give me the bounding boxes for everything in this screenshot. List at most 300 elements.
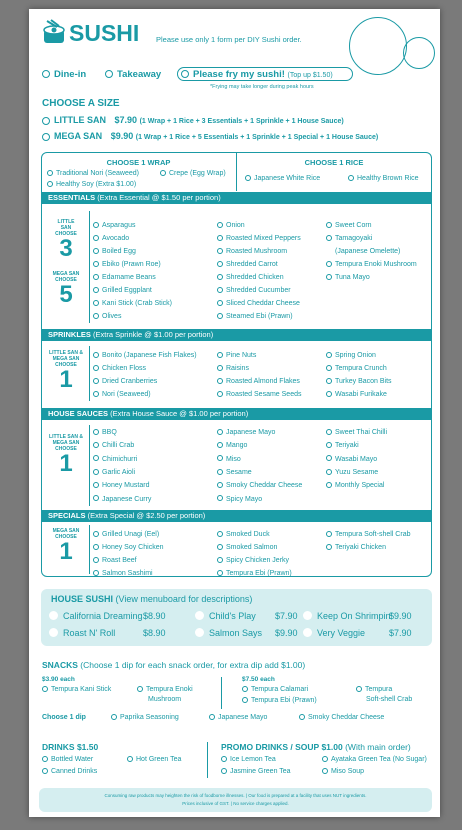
fry-label: Please fry my sushi! <box>193 69 285 80</box>
rice-option-white[interactable] <box>245 175 320 183</box>
special-label: Salmon Sashimi <box>102 570 153 577</box>
snack-calamari-checkbox[interactable] <box>242 686 248 692</box>
essential-label: Avocado <box>102 235 130 242</box>
specials-side-label: MEGA SAN CHOOSE <box>52 528 80 540</box>
sauce-item[interactable] <box>217 496 262 504</box>
special-checkbox[interactable] <box>326 531 332 537</box>
sauce-item[interactable] <box>217 442 247 450</box>
dip-paprika-checkbox[interactable] <box>111 714 117 720</box>
essential-label: Olives <box>102 313 122 320</box>
dip-paprika[interactable] <box>111 714 179 722</box>
special-item[interactable] <box>217 531 270 539</box>
special-item[interactable] <box>326 531 410 539</box>
sprinkle-checkbox[interactable] <box>93 352 99 358</box>
sauce-checkbox[interactable] <box>93 442 99 448</box>
house-sushi-name: Very Veggie <box>317 628 366 638</box>
sprinkle-checkbox[interactable] <box>217 378 223 384</box>
special-item[interactable] <box>93 570 153 578</box>
fry-price: (Top up $1.50) <box>287 72 333 79</box>
size-mega-price: $9.90 <box>110 131 134 141</box>
sprinkle-item[interactable] <box>217 352 256 360</box>
dip-mayo[interactable] <box>209 714 267 722</box>
essential-item[interactable] <box>217 300 300 308</box>
snack-crab-label: Tempura <box>365 686 393 693</box>
snack-crab-line2: Soft-shell Crab <box>366 696 413 703</box>
essential-label: (Japanese Omelette) <box>335 248 401 255</box>
essential-checkbox[interactable] <box>326 235 332 241</box>
special-label: Honey Soy Chicken <box>102 544 164 551</box>
sauce-label: Spicy Mayo <box>226 495 263 503</box>
sprinkles-header <box>42 329 431 341</box>
dip-cheddar[interactable] <box>299 714 384 722</box>
essentials-side-mega <box>43 271 89 307</box>
wrap-crepe-label: Crepe (Egg Wrap) <box>169 170 226 177</box>
snack-enoki[interactable] <box>137 686 193 694</box>
essentials-side-divider <box>89 211 90 323</box>
sprinkles-extra: (Extra Sprinkle @ $1.00 per portion) <box>93 330 214 339</box>
essential-checkbox[interactable] <box>217 313 223 319</box>
takeaway-label: Takeaway <box>117 69 162 80</box>
special-checkbox[interactable] <box>326 544 332 550</box>
essential-label: Tamagoyaki <box>335 235 373 242</box>
house-sushi-price: $8.90 <box>143 628 166 638</box>
sprinkle-item[interactable] <box>217 391 302 399</box>
rice-brown-checkbox[interactable] <box>348 175 354 181</box>
house-sushi-checkbox[interactable] <box>195 611 204 620</box>
sauce-checkbox[interactable] <box>217 429 223 435</box>
house-sushi-name: Roast N' Roll <box>63 628 116 638</box>
wrap-option-soy[interactable] <box>47 181 136 189</box>
sauce-item[interactable] <box>217 429 275 437</box>
essential-checkbox[interactable] <box>217 287 223 293</box>
sauce-checkbox[interactable] <box>93 429 99 435</box>
promo-sub: (With main order) <box>345 742 411 752</box>
promo-ayataka-label: Ayataka Green Tea (No Sugar) <box>331 756 427 763</box>
sprinkle-checkbox[interactable] <box>326 391 332 397</box>
dip-cheddar-checkbox[interactable] <box>299 714 305 720</box>
drinks-heading: DRINKS $1.50 <box>42 742 99 752</box>
rice-heading: CHOOSE 1 RICE <box>304 158 364 167</box>
sprinkles-heading: SPRINKLES <box>48 330 91 339</box>
essentials-heading: ESSENTIALS <box>48 193 96 202</box>
essential-checkbox[interactable] <box>326 274 332 280</box>
size-mega-name: MEGA SAN <box>54 131 103 141</box>
promo-miso-checkbox[interactable] <box>322 768 328 774</box>
snack-crab-checkbox[interactable] <box>356 686 362 692</box>
essential-checkbox[interactable] <box>217 235 223 241</box>
special-item[interactable] <box>217 544 277 552</box>
drink-tea[interactable] <box>127 756 181 764</box>
special-item[interactable] <box>93 557 137 565</box>
fry-note: *Frying may take longer during peak hours <box>210 84 314 90</box>
essential-checkbox[interactable] <box>217 222 223 228</box>
sprinkle-checkbox[interactable] <box>93 378 99 384</box>
sauce-label: Wasabi Mayo <box>335 455 378 463</box>
essential-checkbox[interactable] <box>93 261 99 267</box>
sprinkle-checkbox[interactable] <box>217 391 223 397</box>
drinks-divider <box>207 742 208 778</box>
specials-extra: (Extra Special @ $2.50 per portion) <box>87 511 206 520</box>
special-item[interactable] <box>93 544 163 552</box>
house-sushi-checkbox[interactable] <box>49 611 58 620</box>
sprinkle-label: Roasted Sesame Seeds <box>226 391 302 398</box>
essential-label: Sweet Corn <box>335 222 372 229</box>
brand-title: SUSHI <box>69 20 140 46</box>
sprinkle-label: Dried Cranberries <box>102 378 158 385</box>
sprinkles-side <box>43 350 89 392</box>
sauce-label: Monthly Special <box>335 482 385 490</box>
essential-checkbox[interactable] <box>93 274 99 280</box>
snack-kani[interactable] <box>42 686 111 694</box>
sprinkle-item[interactable] <box>217 378 300 386</box>
special-checkbox[interactable] <box>217 531 223 537</box>
essential-label: Roasted Mixed Peppers <box>226 235 301 242</box>
snack-ebi[interactable] <box>242 697 317 705</box>
essential-item[interactable] <box>217 313 293 321</box>
sprinkle-item[interactable] <box>93 378 157 386</box>
essential-item[interactable] <box>93 287 152 295</box>
sauce-item[interactable] <box>217 469 252 477</box>
essential-item[interactable] <box>93 261 161 269</box>
footer-line2: Prices inclusive of GST. | No service charges applied. <box>182 801 289 806</box>
sauce-checkbox[interactable] <box>93 495 99 501</box>
house-sushi-item[interactable] <box>49 611 166 621</box>
wrap-nori-label: Traditional Nori (Seaweed) <box>56 170 139 177</box>
size-mega-option[interactable] <box>42 131 378 141</box>
sauce-checkbox[interactable] <box>326 469 332 475</box>
special-checkbox[interactable] <box>217 557 223 563</box>
sprinkle-checkbox[interactable] <box>326 352 332 358</box>
essential-checkbox[interactable] <box>93 300 99 306</box>
sprinkle-label: Turkey Bacon Bits <box>335 378 392 385</box>
sauce-item[interactable] <box>93 482 149 490</box>
sauce-checkbox[interactable] <box>217 469 223 475</box>
essential-checkbox[interactable] <box>93 313 99 319</box>
house-sushi-price: $8.90 <box>143 611 166 621</box>
special-checkbox[interactable] <box>93 531 99 537</box>
sauce-item[interactable] <box>93 469 135 477</box>
size-little-desc: (1 Wrap + 1 Rice + 3 Essentials + 1 Sprinkle + 1 House Sauce) <box>139 118 344 125</box>
rice-white-label: Japanese White Rice <box>254 175 321 182</box>
promo-jasmine-checkbox[interactable] <box>221 768 227 774</box>
table-number-circle[interactable] <box>403 37 435 69</box>
sprinkle-checkbox[interactable] <box>326 365 332 371</box>
essential-item[interactable] <box>217 287 291 295</box>
sauce-label: Garlic Aioli <box>102 468 136 476</box>
essential-label: Edamame Beans <box>102 274 156 281</box>
promo-lemon-label: Ice Lemon Tea <box>230 756 276 763</box>
snack-ebi-checkbox[interactable] <box>242 697 248 703</box>
wrap-soy-label: Healthy Soy (Extra $1.00) <box>56 181 137 188</box>
wrap-soy-checkbox[interactable] <box>47 181 53 187</box>
sauce-item[interactable] <box>217 456 241 464</box>
sauce-checkbox[interactable] <box>217 455 223 461</box>
sauce-item[interactable] <box>93 442 134 450</box>
special-checkbox[interactable] <box>93 570 99 576</box>
essential-label: Shredded Carrot <box>226 261 278 268</box>
essential-item[interactable] <box>93 300 172 308</box>
snacks-price-b: $7.50 each <box>242 676 275 683</box>
sauce-label: Chimichurri <box>102 455 138 463</box>
drink-canned[interactable] <box>42 768 97 776</box>
special-item[interactable] <box>326 544 386 552</box>
house-sushi-heading: HOUSE SUSHI <box>51 594 114 604</box>
wrap-nori-checkbox[interactable] <box>47 170 53 176</box>
essential-checkbox[interactable] <box>326 222 332 228</box>
special-checkbox[interactable] <box>217 570 223 576</box>
essential-item[interactable] <box>326 222 372 230</box>
house-sushi-checkbox[interactable] <box>195 628 204 637</box>
sprinkle-item[interactable] <box>93 365 146 373</box>
snack-kani-checkbox[interactable] <box>42 686 48 692</box>
rice-option-brown[interactable] <box>348 175 418 183</box>
sprinkle-label: Roasted Almond Flakes <box>226 378 300 385</box>
essential-label: Asparagus <box>102 222 136 229</box>
sauce-item[interactable] <box>326 442 359 450</box>
snacks-heading: SNACKS <box>42 660 78 670</box>
rice-white-checkbox[interactable] <box>245 175 251 181</box>
promo-title <box>221 742 411 752</box>
essential-label: Onion <box>226 222 245 229</box>
essential-item[interactable] <box>217 274 284 282</box>
house-sushi-name: California Dreaming <box>63 611 143 621</box>
special-item[interactable] <box>93 531 159 539</box>
promo-ayataka-checkbox[interactable] <box>322 756 328 762</box>
house-sushi-title <box>51 594 252 604</box>
size-little-checkbox[interactable] <box>42 117 50 125</box>
snack-enoki-checkbox[interactable] <box>137 686 143 692</box>
essential-label: Grilled Eggplant <box>102 287 152 294</box>
snacks-price-a: $3.90 each <box>42 676 75 683</box>
essential-item[interactable] <box>217 248 287 256</box>
sauce-checkbox[interactable] <box>217 482 223 488</box>
house-sushi-item[interactable] <box>195 628 298 638</box>
special-label: Tempura Soft-shell Crab <box>335 531 411 538</box>
sauce-label: Japanese Curry <box>102 495 152 503</box>
sauce-checkbox[interactable] <box>93 482 99 488</box>
takeaway-checkbox[interactable] <box>105 70 113 78</box>
dip-mayo-label: Japanese Mayo <box>218 714 268 721</box>
essential-label: Ebiko (Prawn Roe) <box>102 261 161 268</box>
sauce-checkbox[interactable] <box>326 482 332 488</box>
essential-checkbox[interactable] <box>217 300 223 306</box>
sauce-item[interactable] <box>93 456 137 464</box>
sprinkle-label: Bonito (Japanese Fish Flakes) <box>102 352 197 359</box>
sauce-item[interactable] <box>326 482 384 490</box>
essential-checkbox[interactable] <box>93 248 99 254</box>
special-checkbox[interactable] <box>93 544 99 550</box>
sprinkles-num: 1 <box>59 366 73 393</box>
essential-checkbox[interactable] <box>217 274 223 280</box>
drink-canned-checkbox[interactable] <box>42 768 48 774</box>
snack-kani-label: Tempura Kani Stick <box>51 686 112 693</box>
sauces-heading: HOUSE SAUCES <box>48 409 109 418</box>
brand-note: Please use only 1 form per DIY Sushi order. <box>156 35 302 44</box>
house-sushi-item[interactable] <box>303 611 412 621</box>
sprinkle-label: Chicken Floss <box>102 365 146 372</box>
promo-miso[interactable] <box>322 768 364 776</box>
dip-mayo-checkbox[interactable] <box>209 714 215 720</box>
special-item[interactable] <box>217 557 289 565</box>
essential-label: Roasted Mushroom <box>226 248 288 255</box>
essential-item[interactable] <box>217 261 278 269</box>
sprinkle-label: Tempura Crunch <box>335 365 387 372</box>
sauce-label: Sesame <box>226 468 252 476</box>
dine-in-option[interactable] <box>42 69 86 80</box>
sprinkle-item[interactable] <box>326 391 387 399</box>
promo-lemon-checkbox[interactable] <box>221 756 227 762</box>
sprinkle-checkbox[interactable] <box>217 365 223 371</box>
essential-item[interactable] <box>93 274 156 282</box>
sprinkles-side-divider <box>89 346 90 401</box>
essential-label: Kani Stick (Crab Stick) <box>102 300 173 307</box>
snacks-sub: (Choose 1 dip for each snack order, for extra dip add $1.00) <box>80 660 306 670</box>
drink-tea-checkbox[interactable] <box>127 756 133 762</box>
essential-item[interactable] <box>326 235 372 243</box>
essentials-header <box>42 192 431 204</box>
snacks-divider <box>221 677 222 709</box>
sauce-item[interactable] <box>93 429 117 437</box>
house-sushi-checkbox[interactable] <box>303 628 312 637</box>
sauce-item[interactable] <box>217 482 302 490</box>
sprinkle-item[interactable] <box>326 352 376 360</box>
essential-item[interactable] <box>217 222 245 230</box>
essential-item[interactable] <box>217 235 301 243</box>
sauces-num: 1 <box>59 450 73 477</box>
house-sushi-item[interactable] <box>195 611 298 621</box>
promo-ayataka[interactable] <box>322 756 427 764</box>
essentials-side-mega-label: MEGA SAN CHOOSE <box>52 271 80 283</box>
sprinkle-item[interactable] <box>326 378 392 386</box>
sprinkle-item[interactable] <box>217 365 249 373</box>
sauce-item[interactable] <box>326 429 387 437</box>
essential-item[interactable] <box>93 248 136 256</box>
special-label: Spicy Chicken Jerky <box>226 557 290 564</box>
house-sushi-checkbox[interactable] <box>49 628 58 637</box>
essential-checkbox[interactable] <box>93 235 99 241</box>
sprinkle-item[interactable] <box>93 391 151 399</box>
sprinkle-item[interactable] <box>93 352 197 360</box>
special-label: Smoked Salmon <box>226 544 278 551</box>
special-label: Teriyaki Chicken <box>335 544 386 551</box>
sprinkle-label: Pine Nuts <box>226 352 257 359</box>
essential-checkbox[interactable] <box>93 222 99 228</box>
snack-calamari-label: Tempura Calamari <box>251 686 309 693</box>
wrap-option-crepe[interactable] <box>160 170 226 178</box>
sauces-side-label: LITTLE SAN & MEGA SAN CHOOSE <box>49 434 83 452</box>
promo-lemon[interactable] <box>221 756 276 764</box>
sauce-item[interactable] <box>93 496 151 504</box>
specials-side-divider <box>89 525 90 574</box>
essential-checkbox[interactable] <box>326 261 332 267</box>
essential-item[interactable] <box>326 274 370 282</box>
house-sushi-item[interactable] <box>49 628 166 638</box>
sprinkle-checkbox[interactable] <box>217 352 223 358</box>
special-label: Smoked Duck <box>226 531 270 538</box>
sauce-item[interactable] <box>326 456 377 464</box>
sauce-checkbox[interactable] <box>217 442 223 448</box>
snack-calamari[interactable] <box>242 686 308 694</box>
promo-miso-label: Miso Soup <box>331 768 365 775</box>
house-sushi-price: $7.90 <box>389 628 412 638</box>
wrap-heading: CHOOSE 1 WRAP <box>106 158 171 167</box>
footer-line1: Consuming raw products may heighten the risk of foodborne illnesses. | Our food is prepared at a facility that uses NUT ingredients. <box>104 793 367 798</box>
snack-crab[interactable] <box>356 686 392 694</box>
dip-label: Choose 1 dip <box>42 714 86 721</box>
sauce-label: Mango <box>226 442 248 450</box>
sprinkle-checkbox[interactable] <box>93 365 99 371</box>
sauce-label: Miso <box>226 455 241 463</box>
essential-label: Boiled Egg <box>102 248 136 255</box>
essential-item[interactable] <box>93 235 129 243</box>
special-checkbox[interactable] <box>217 544 223 550</box>
house-sushi-checkbox[interactable] <box>303 611 312 620</box>
sauce-checkbox[interactable] <box>217 495 223 501</box>
dip-paprika-label: Paprika Seasoning <box>120 714 179 721</box>
essential-label: Steamed Ebi (Prawn) <box>226 313 293 320</box>
drink-canned-label: Canned Drinks <box>51 768 98 775</box>
order-form <box>29 9 440 817</box>
special-item[interactable] <box>217 570 292 578</box>
sprinkles-side-label: LITTLE SAN & MEGA SAN CHOOSE <box>49 350 83 368</box>
sauce-checkbox[interactable] <box>93 455 99 461</box>
sauce-label: Smoky Cheddar Cheese <box>226 482 303 490</box>
sauce-item[interactable] <box>326 469 378 477</box>
sprinkle-checkbox[interactable] <box>93 391 99 397</box>
size-little-option[interactable] <box>42 115 344 125</box>
wrap-crepe-checkbox[interactable] <box>160 170 166 176</box>
essentials-side-little-label: LITTLE SAN CHOOSE <box>55 219 77 237</box>
essential-checkbox[interactable] <box>93 287 99 293</box>
size-mega-checkbox[interactable] <box>42 133 50 141</box>
sauce-label: Teriyaki <box>335 442 359 450</box>
sauces-side-divider <box>89 425 90 506</box>
house-sushi-item[interactable] <box>303 628 412 638</box>
special-label: Tempura Ebi (Prawn) <box>226 570 292 577</box>
order-number-circle[interactable] <box>349 17 407 75</box>
wrap-option-nori[interactable] <box>47 170 139 178</box>
essential-item[interactable] <box>93 222 135 230</box>
special-checkbox[interactable] <box>93 557 99 563</box>
sauce-checkbox[interactable] <box>326 429 332 435</box>
sprinkle-label: Spring Onion <box>335 352 376 359</box>
sauce-checkbox[interactable] <box>93 469 99 475</box>
essentials-side-little <box>43 219 89 261</box>
sauce-checkbox[interactable] <box>326 442 332 448</box>
specials-heading: SPECIALS <box>48 511 86 520</box>
promo-jasmine[interactable] <box>221 768 291 776</box>
essential-item[interactable] <box>93 313 121 321</box>
sprinkle-item[interactable] <box>326 365 387 373</box>
essential-checkbox[interactable] <box>217 248 223 254</box>
essentials-num-mega: 5 <box>59 281 73 308</box>
essential-checkbox[interactable] <box>217 261 223 267</box>
dine-in-checkbox[interactable] <box>42 70 50 78</box>
sauces-extra: (Extra House Sauce @ $1.00 per portion) <box>110 409 249 418</box>
drink-water[interactable] <box>42 756 93 764</box>
fry-checkbox[interactable] <box>181 70 189 78</box>
sprinkle-checkbox[interactable] <box>326 378 332 384</box>
house-sushi-name: Keep On Shrimpin' <box>317 611 393 621</box>
sauces-side <box>43 434 89 476</box>
promo-heading: PROMO DRINKS / SOUP $1.00 <box>221 742 343 752</box>
essential-item[interactable] <box>326 261 417 269</box>
takeaway-option[interactable] <box>105 69 161 80</box>
sprinkle-label: Wasabi Furikake <box>335 391 387 398</box>
drink-water-checkbox[interactable] <box>42 756 48 762</box>
sauce-checkbox[interactable] <box>326 455 332 461</box>
house-sushi-name: Child's Play <box>209 611 256 621</box>
